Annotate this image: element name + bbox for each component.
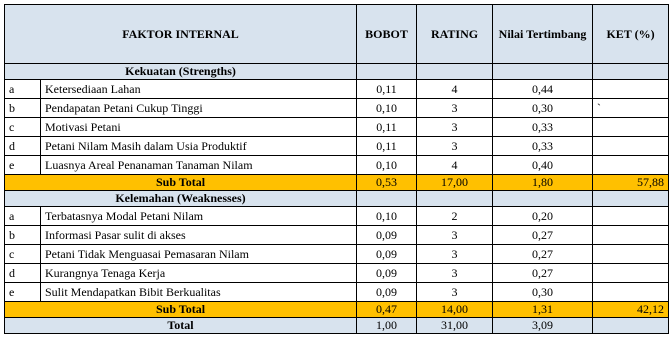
row-label: Motivasi Petani	[41, 118, 357, 137]
header-rating: RATING	[417, 5, 493, 64]
row-label: Terbatasnya Modal Petani Nilam	[41, 207, 357, 226]
table-row	[5, 156, 669, 175]
row-code: a	[5, 80, 41, 99]
subtotal-bobot: 0,47	[357, 302, 417, 318]
table-row	[5, 226, 669, 245]
row-ket	[593, 207, 669, 226]
row-ket	[593, 137, 669, 156]
subtotal-rating: 17,00	[417, 175, 493, 191]
weaknesses-title: Kelemahan (Weaknesses)	[5, 191, 357, 207]
subtotal-ket: 57,88	[593, 175, 669, 191]
total-bobot: 1,00	[357, 318, 417, 334]
row-bobot: 0,11	[357, 137, 417, 156]
internal-factors-table	[4, 4, 669, 334]
empty-cell	[357, 191, 417, 207]
total-nilai: 3,09	[493, 318, 593, 334]
subtotal-rating: 14,00	[417, 302, 493, 318]
row-ket	[593, 264, 669, 283]
empty-cell	[593, 191, 669, 207]
row-bobot: 0,11	[357, 80, 417, 99]
row-label: Pendapatan Petani Cukup Tinggi	[41, 99, 357, 118]
row-code: c	[5, 245, 41, 264]
table-row	[5, 80, 669, 99]
swot-internal-table-wrap	[4, 4, 668, 334]
row-bobot: 0,10	[357, 156, 417, 175]
empty-cell	[493, 64, 593, 80]
table-row	[5, 264, 669, 283]
total-row	[5, 318, 669, 334]
header-row	[5, 5, 669, 64]
row-rating: 4	[417, 80, 493, 99]
row-code: a	[5, 207, 41, 226]
row-ket	[593, 118, 669, 137]
row-nilai: 0,27	[493, 226, 593, 245]
total-rating: 31,00	[417, 318, 493, 334]
table-row	[5, 245, 669, 264]
row-nilai: 0,30	[493, 99, 593, 118]
header-bobot: BOBOT	[357, 5, 417, 64]
weaknesses-subtotal-row	[5, 302, 669, 318]
row-code: c	[5, 118, 41, 137]
row-rating: 4	[417, 156, 493, 175]
table-row	[5, 283, 669, 302]
table-row	[5, 118, 669, 137]
row-label: Sulit Mendapatkan Bibit Berkualitas	[41, 283, 357, 302]
empty-cell	[493, 191, 593, 207]
row-nilai: 0,33	[493, 118, 593, 137]
row-bobot: 0,11	[357, 118, 417, 137]
strengths-subtotal-row	[5, 175, 669, 191]
subtotal-bobot: 0,53	[357, 175, 417, 191]
row-nilai: 0,27	[493, 245, 593, 264]
table-row	[5, 207, 669, 226]
empty-cell	[417, 64, 493, 80]
row-code: b	[5, 226, 41, 245]
row-bobot: 0,10	[357, 99, 417, 118]
row-rating: 3	[417, 137, 493, 156]
subtotal-nilai: 1,80	[493, 175, 593, 191]
row-nilai: 0,20	[493, 207, 593, 226]
row-rating: 3	[417, 118, 493, 137]
row-ket	[593, 283, 669, 302]
strengths-group-row	[5, 64, 669, 80]
empty-cell	[357, 64, 417, 80]
row-code: d	[5, 137, 41, 156]
row-label: Ketersediaan Lahan	[41, 80, 357, 99]
row-bobot: 0,09	[357, 283, 417, 302]
table-row	[5, 137, 669, 156]
header-nilai: Nilai Tertimbang	[493, 5, 593, 64]
row-code: d	[5, 264, 41, 283]
row-label: Luasnya Areal Penanaman Tanaman Nilam	[41, 156, 357, 175]
total-label: Total	[5, 318, 357, 334]
row-ket	[593, 226, 669, 245]
empty-cell	[593, 64, 669, 80]
row-ket	[593, 80, 669, 99]
row-bobot: 0,09	[357, 226, 417, 245]
row-nilai: 0,30	[493, 283, 593, 302]
row-label: Petani Nilam Masih dalam Usia Produktif	[41, 137, 357, 156]
row-label: Petani Tidak Menguasai Pemasaran Nilam	[41, 245, 357, 264]
table-row	[5, 99, 669, 118]
weaknesses-group-row	[5, 191, 669, 207]
subtotal-label: Sub Total	[5, 302, 357, 318]
row-nilai: 0,40	[493, 156, 593, 175]
subtotal-ket: 42,12	[593, 302, 669, 318]
row-ket	[593, 156, 669, 175]
row-rating: 3	[417, 99, 493, 118]
row-rating: 3	[417, 226, 493, 245]
row-rating: 3	[417, 245, 493, 264]
row-nilai: 0,44	[493, 80, 593, 99]
row-ket	[593, 245, 669, 264]
strengths-title: Kekuatan (Strengths)	[5, 64, 357, 80]
row-ket: `	[593, 99, 669, 118]
row-bobot: 0,09	[357, 245, 417, 264]
row-rating: 3	[417, 264, 493, 283]
empty-cell	[417, 191, 493, 207]
total-ket	[593, 318, 669, 334]
row-rating: 3	[417, 283, 493, 302]
row-code: b	[5, 99, 41, 118]
row-code: e	[5, 156, 41, 175]
header-ket: KET (%)	[593, 5, 669, 64]
row-rating: 2	[417, 207, 493, 226]
subtotal-nilai: 1,31	[493, 302, 593, 318]
row-code: e	[5, 283, 41, 302]
header-faktor: FAKTOR INTERNAL	[5, 5, 357, 64]
subtotal-label: Sub Total	[5, 175, 357, 191]
row-label: Kurangnya Tenaga Kerja	[41, 264, 357, 283]
row-nilai: 0,27	[493, 264, 593, 283]
row-bobot: 0,09	[357, 264, 417, 283]
row-bobot: 0,10	[357, 207, 417, 226]
row-label: Informasi Pasar sulit di akses	[41, 226, 357, 245]
row-nilai: 0,33	[493, 137, 593, 156]
